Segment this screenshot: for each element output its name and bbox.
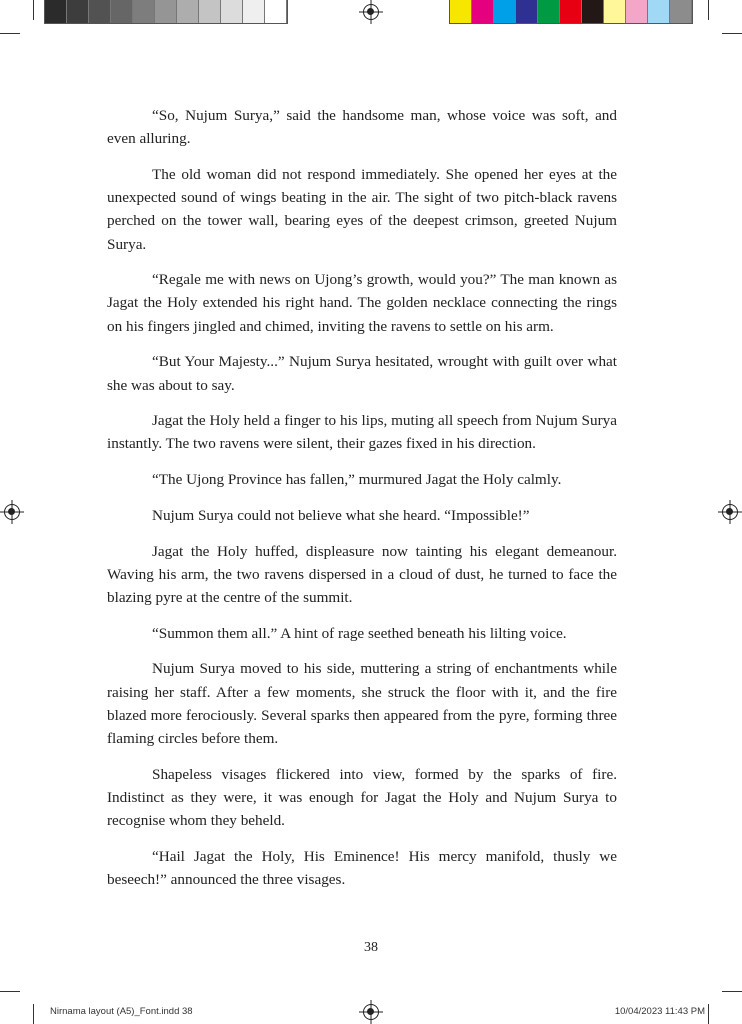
color-swatch xyxy=(560,0,582,23)
registration-mark-left-icon xyxy=(4,504,20,520)
color-swatch xyxy=(648,0,670,23)
paragraph: Jagat the Holy held a finger to his lips, muting all speech from Nujum Surya instantly. The two ravens were silent, their gazes fixed in his direction. xyxy=(107,412,617,453)
paragraph: “So, Nujum Surya,” said the handsome man, whose voice was soft, and even alluring. xyxy=(107,107,617,148)
page-number: 38 xyxy=(364,940,378,955)
crop-mark-bottom-left-v xyxy=(33,1004,34,1024)
crop-mark-top-left xyxy=(0,33,20,34)
paragraph: Jagat the Holy huffed, displeasure now tainting his elegant demeanour. Waving his arm, the two ravens dispersed in a cloud of dust, he turned to face the blazing pyre at the centre of the summit. xyxy=(107,542,617,606)
paragraph: Shapeless visages flickered into view, formed by the sparks of fire. Indistinct as they were, it was enough for Jagat the Holy and Nujum Surya to recognise whom they beheld. xyxy=(107,765,617,830)
grayscale-color-bar xyxy=(44,0,288,24)
slug-timestamp: 10/04/2023 11:43 PM xyxy=(614,1006,705,1017)
paragraph: “Regale me with news on Ujong’s growth, would you?” The man known as Jagat the Holy extended his right hand. The golden necklace connecting the rings on his fingers jingled and chimed, inviting the ravens to settle on his arm. xyxy=(107,271,617,335)
color-swatch xyxy=(472,0,494,23)
color-swatch xyxy=(67,0,89,23)
slug-file-name: Nirnama layout (A5)_Font.indd 38 xyxy=(50,1006,193,1017)
color-swatch xyxy=(243,0,265,23)
paragraph: “But Your Majesty...” Nujum Surya hesitated, wrought with guilt over what she was about to say. xyxy=(107,353,617,394)
paragraph: “The Ujong Province has fallen,” murmured Jagat the Holy calmly. xyxy=(152,471,562,489)
color-swatch xyxy=(199,0,221,23)
color-swatch xyxy=(111,0,133,23)
color-swatch xyxy=(155,0,177,23)
paragraph: Nujum Surya could not believe what she heard. “Impossible!” xyxy=(152,506,530,524)
paragraph: “Summon them all.” A hint of rage seethed beneath his lilting voice. xyxy=(152,624,567,642)
registration-mark-bottom-icon xyxy=(363,1004,379,1020)
color-swatch xyxy=(494,0,516,23)
color-swatch xyxy=(177,0,199,23)
crop-mark-top-right xyxy=(722,33,742,34)
crop-mark-bottom-left xyxy=(0,991,20,992)
color-swatch xyxy=(221,0,243,23)
color-swatch xyxy=(45,0,67,23)
color-swatch xyxy=(516,0,538,23)
color-swatch xyxy=(670,0,692,23)
color-swatch xyxy=(265,0,287,23)
crop-mark-top-left-v xyxy=(33,0,34,20)
body-text xyxy=(107,104,617,904)
registration-mark-right-icon xyxy=(722,504,738,520)
paragraph: “Hail Jagat the Holy, His Eminence! His mercy manifold, thusly we beseech!” announced the three visages. xyxy=(107,847,617,888)
registration-mark-top-icon xyxy=(363,4,379,20)
crop-mark-top-right-v xyxy=(708,0,709,20)
crop-mark-bottom-right xyxy=(722,991,742,992)
color-swatch xyxy=(604,0,626,23)
crop-mark-bottom-right-v xyxy=(708,1004,709,1024)
color-swatch xyxy=(582,0,604,23)
color-swatch xyxy=(450,0,472,23)
color-swatch xyxy=(626,0,648,23)
paragraph: The old woman did not respond immediately. She opened her eyes at the unexpected sound of wings beating in the air. The sight of two pitch-black ravens perched on the tower wall, bearing eyes of the deepest crimson, greeted Nujum Surya. xyxy=(107,165,617,253)
paragraph: Nujum Surya moved to his side, muttering a string of enchantments while raising her staff. After a few moments, she struck the floor with it, and the fire blazed more ferociously. Several sparks then appeared from the pyre, forming three flaming circles before them. xyxy=(107,660,617,747)
color-swatch xyxy=(89,0,111,23)
color-swatch xyxy=(133,0,155,23)
color-swatch xyxy=(538,0,560,23)
process-color-bar xyxy=(449,0,693,24)
